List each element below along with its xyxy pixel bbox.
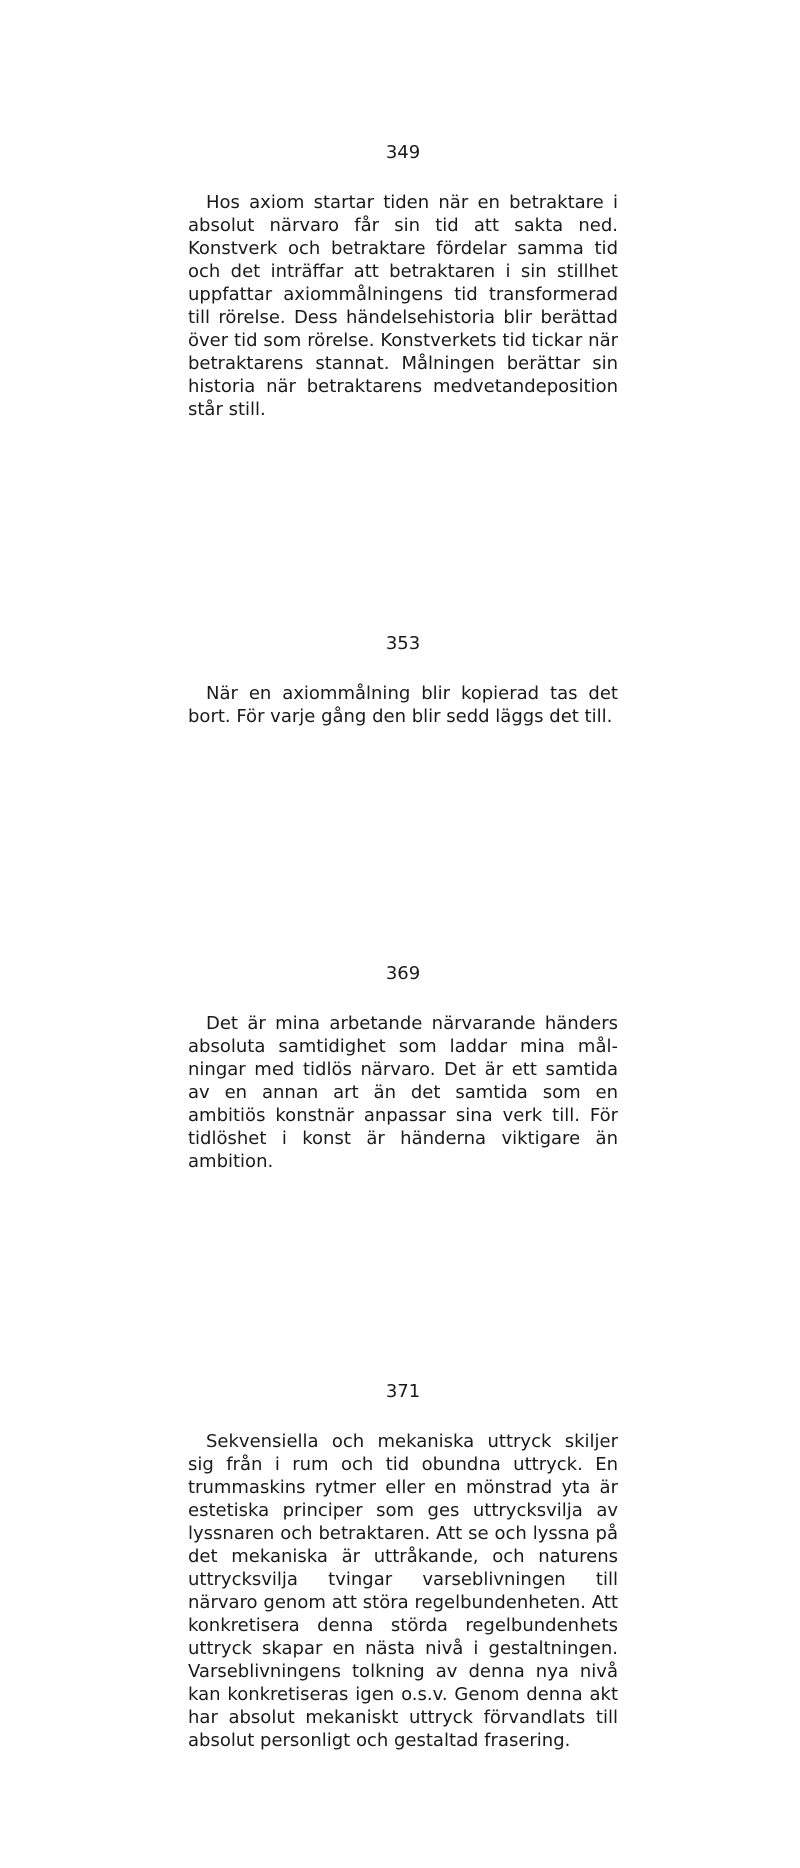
page-number: 369 — [385, 963, 421, 984]
section-371 — [188, 1380, 618, 1752]
section-369 — [188, 962, 618, 1173]
paragraph-text: Sekvensiella och mekaniska uttryck skiljer sig från i rum och tid obundna uttryck. En trummaskins rytmer eller en mönstrad yta är estetiska principer som ges uttrycksvilja av lyssnaren och betraktaren. Att se och lyssna på det mekaniska är uttråkande, och naturens uttrycksvilja tvingar varseblivningen till närvaro genom att störa regelbundenheten. Att konkretisera denna störda regelbundenhets uttryck skapar en nästa nivå i gestaltningen. Varseblivningens tolkning av denna nya nivå kan konkretiseras igen o.s.v. Genom denna akt har absolut mekaniskt uttryck förvandlats till absolut personligt och gestaltad frasering. — [188, 1431, 618, 1751]
page-number: 371 — [385, 1381, 421, 1402]
paragraph-text: Det är mina arbetande närvarande händers absoluta samtidighet som laddar mina målningar med tidlös närvaro. Det är ett samtida av en annan art än det samtida som en ambitiös konstnär anpassar sina verk till. För tidlöshet i konst är händerna viktigare än ambition. — [188, 1013, 618, 1172]
section-349 — [188, 141, 618, 421]
paragraph-text: Hos axiom startar tiden när en betraktare i absolut närvaro får sin tid att sakta ned. Konstverk och betraktare fördelar samma tid och det inträffar att betraktaren i sin stillhet uppfattar axiommålningens tid transformerad till rörelse. Dess händelsehistoria blir berättad över tid som rörelse. Konstverkets tid tickar när betraktarens stannat. Målningen berättar sin historia när betraktarens medvetandeposition står still. — [188, 192, 618, 420]
page-number: 353 — [385, 633, 421, 654]
page-number: 349 — [385, 142, 421, 163]
paragraph-text: När en axiommålning blir kopierad tas det bort. För varje gång den blir sedd läggs det till. — [188, 683, 618, 727]
section-353 — [188, 632, 618, 728]
